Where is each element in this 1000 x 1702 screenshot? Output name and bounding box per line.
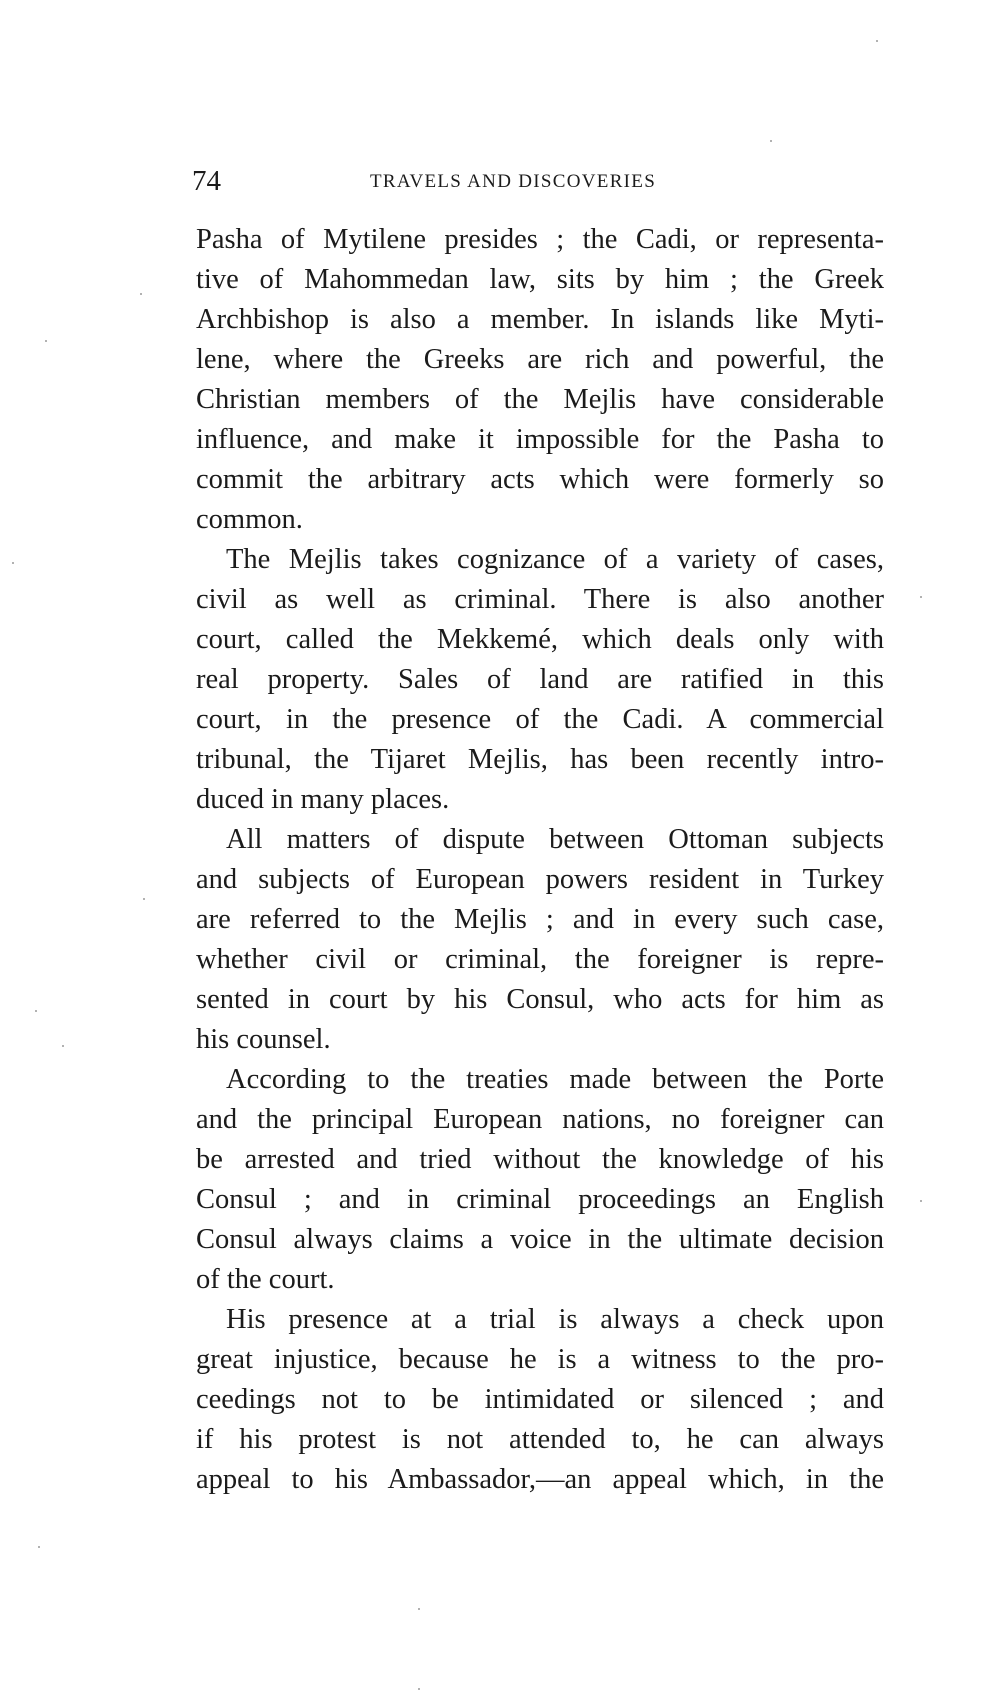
text-line: According to the treaties made between the Porte <box>226 1064 884 1095</box>
scan-speck <box>920 1200 922 1202</box>
text-line: Christian members of the Mejlis have considerable <box>196 384 884 415</box>
running-title: TRAVELS AND DISCOVERIES <box>370 171 657 192</box>
text-line: duced in many places. <box>196 784 450 815</box>
text-line: and subjects of European powers resident in Turkey <box>196 864 884 895</box>
text-line: Pasha of Mytilene presides ; the Cadi, or representa- <box>196 224 884 255</box>
text-line: great injustice, because he is a witness to the pro- <box>196 1344 884 1375</box>
text-line: court, in the presence of the Cadi. A commercial <box>196 704 884 735</box>
text-line: common. <box>196 504 303 535</box>
text-line: commit the arbitrary acts which were formerly so <box>196 464 884 495</box>
scan-speck <box>418 1688 420 1690</box>
text-line: His presence at a trial is always a check upon <box>226 1304 884 1335</box>
scan-speck <box>62 1045 64 1047</box>
text-line: of the court. <box>196 1264 335 1295</box>
body-text <box>196 220 884 1500</box>
text-line: be arrested and tried without the knowledge of his <box>196 1144 884 1175</box>
text-line: influence, and make it impossible for the Pasha to <box>196 424 884 455</box>
scan-speck <box>45 340 47 342</box>
running-head <box>192 163 892 203</box>
text-line: Consul ; and in criminal proceedings an English <box>196 1184 884 1215</box>
text-line: sented in court by his Consul, who acts for him as <box>196 984 884 1015</box>
scan-speck <box>140 293 142 295</box>
text-line: real property. Sales of land are ratified in this <box>196 664 884 695</box>
text-line: are referred to the Mejlis ; and in every such case, <box>196 904 884 935</box>
text-line: ceedings not to be intimidated or silenced ; and <box>196 1384 884 1415</box>
scan-speck <box>143 898 145 900</box>
text-line: Archbishop is also a member. In islands like Myti- <box>196 304 884 335</box>
text-line: lene, where the Greeks are rich and powerful, the <box>196 344 884 375</box>
text-line: All matters of dispute between Ottoman subjects <box>226 824 884 855</box>
text-line: if his protest is not attended to, he can always <box>196 1424 884 1455</box>
page-number: 74 <box>192 165 221 197</box>
text-line: tribunal, the Tijaret Mejlis, has been recently intro- <box>196 744 884 775</box>
scan-speck <box>876 40 878 42</box>
text-line: civil as well as criminal. There is also another <box>196 584 884 615</box>
text-line: and the principal European nations, no foreigner can <box>196 1104 884 1135</box>
text-line: court, called the Mekkemé, which deals only with <box>196 624 884 655</box>
text-line: appeal to his Ambassador,—an appeal which, in the <box>196 1464 884 1495</box>
scan-speck <box>35 1010 37 1012</box>
scan-speck <box>418 1608 420 1610</box>
text-line: his counsel. <box>196 1024 331 1055</box>
text-line: whether civil or criminal, the foreigner is repre- <box>196 944 884 975</box>
text-line: tive of Mahommedan law, sits by him ; the Greek <box>196 264 884 295</box>
scan-speck <box>12 562 14 564</box>
scan-speck <box>770 140 772 142</box>
text-line: The Mejlis takes cognizance of a variety of cases, <box>226 544 884 575</box>
scan-speck <box>38 1546 40 1548</box>
scan-speck <box>920 596 922 598</box>
text-line: Consul always claims a voice in the ultimate decision <box>196 1224 884 1255</box>
